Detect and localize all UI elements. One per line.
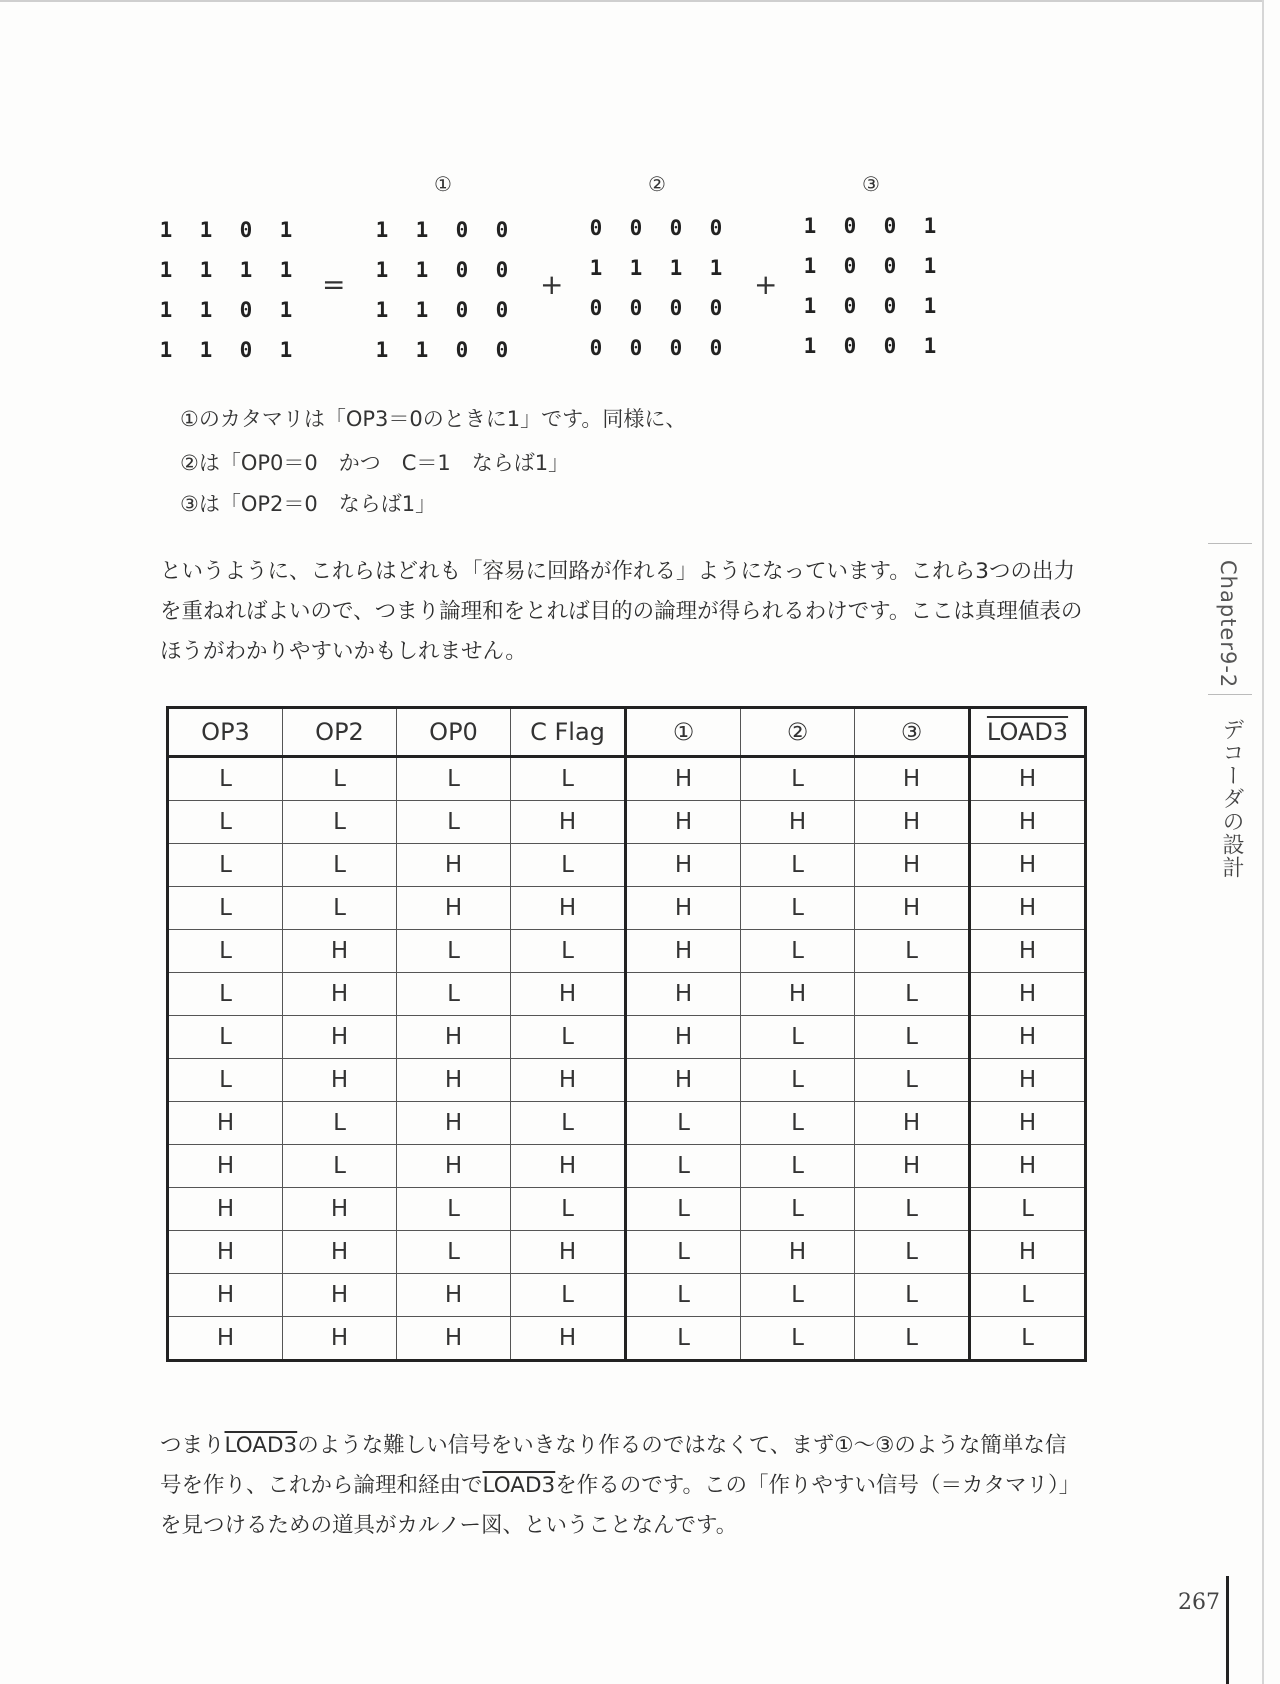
table-cell: H [741, 801, 855, 844]
table-cell: H [397, 887, 511, 930]
table-cell: H [970, 1102, 1086, 1145]
table-cell: L [168, 930, 283, 973]
table-cell: H [283, 1188, 397, 1231]
header-term-1: ① [626, 708, 741, 757]
chapter-label: Chapter9-2 [1216, 560, 1240, 689]
label-2: ② [648, 172, 666, 196]
table-cell: H [970, 844, 1086, 887]
table-cell: L [626, 1274, 741, 1317]
table-cell: H [855, 844, 970, 887]
table-cell: L [970, 1274, 1086, 1317]
table-cell: L [741, 1317, 855, 1361]
table-row [168, 1145, 1086, 1188]
matrix-cell: 1 [923, 254, 937, 278]
paragraph-2 [160, 1426, 1120, 1546]
matrix-cell: 0 [495, 298, 509, 322]
matrix-cell: 1 [589, 256, 603, 280]
table-cell: L [741, 1274, 855, 1317]
table-cell: L [168, 844, 283, 887]
matrix-2 [576, 214, 736, 362]
matrix-cell: 1 [803, 294, 817, 318]
matrix-cell: 0 [843, 254, 857, 278]
plus-sign-1: + [540, 268, 564, 301]
matrix-cell: 1 [669, 256, 683, 280]
matrix-cell: 0 [629, 296, 643, 320]
table-cell: H [511, 1059, 626, 1102]
paragraph-1-line-3: ほうがわかりやすいかもしれません。 [160, 639, 527, 664]
load3-signal: LOAD3 [482, 1473, 556, 1498]
matrix-cell: 1 [279, 218, 293, 242]
table-cell: L [855, 1231, 970, 1274]
section-title: デコーダの設計 [1219, 718, 1244, 879]
matrix-cell: 0 [883, 214, 897, 238]
matrix-cell: 1 [279, 258, 293, 282]
matrix-cell: 1 [279, 338, 293, 362]
table-body [168, 757, 1086, 1361]
header-load3: LOAD3 [970, 708, 1086, 757]
table-cell: H [741, 973, 855, 1016]
table-cell: L [511, 1188, 626, 1231]
matrix-cell: 0 [883, 334, 897, 358]
table-cell: H [397, 1016, 511, 1059]
table-cell: L [511, 1102, 626, 1145]
table-cell: H [970, 1016, 1086, 1059]
table-row [168, 1016, 1086, 1059]
table-cell: H [511, 973, 626, 1016]
matrix-cell: 0 [883, 254, 897, 278]
header-c-flag: C Flag [511, 708, 626, 757]
matrix-cell: 0 [239, 298, 253, 322]
table-cell: H [626, 801, 741, 844]
table-row [168, 1317, 1086, 1361]
table-cell: L [168, 757, 283, 801]
table-cell: L [855, 1188, 970, 1231]
table-cell: L [168, 973, 283, 1016]
paragraph-2-line-3: を見つけるための道具がカルノー図、ということなんです。 [160, 1513, 738, 1538]
table-cell: H [168, 1274, 283, 1317]
matrix-cell: 1 [415, 338, 429, 362]
matrix-cell: 1 [159, 298, 173, 322]
header-op0: OP0 [397, 708, 511, 757]
table-cell: L [168, 1016, 283, 1059]
matrix-cell: 1 [199, 298, 213, 322]
page-edge [1262, 0, 1264, 1684]
table-cell: L [283, 1145, 397, 1188]
matrix-cell: 0 [709, 216, 723, 240]
matrix-cell: 0 [843, 294, 857, 318]
table-cell: L [741, 1016, 855, 1059]
matrix-cell: 0 [629, 336, 643, 360]
table-cell: L [741, 930, 855, 973]
table-cell: L [283, 757, 397, 801]
note-3: ③は「OP2＝0 ならば1」 [180, 492, 437, 516]
table-cell: L [168, 801, 283, 844]
table-cell: L [855, 1059, 970, 1102]
matrix-cell: 0 [709, 336, 723, 360]
table-cell: L [741, 1188, 855, 1231]
table-cell: L [397, 973, 511, 1016]
table-cell: L [397, 801, 511, 844]
table-cell: L [511, 844, 626, 887]
table-cell: L [741, 844, 855, 887]
table-cell: H [283, 1016, 397, 1059]
header-term-2: ② [741, 708, 855, 757]
table-cell: L [855, 1016, 970, 1059]
header-op2: OP2 [283, 708, 397, 757]
table-cell: H [283, 1059, 397, 1102]
table-cell: L [511, 930, 626, 973]
matrix-3 [790, 212, 950, 360]
equals-sign: = [322, 268, 346, 301]
table-cell: L [855, 1317, 970, 1361]
table-cell: H [511, 1317, 626, 1361]
table-cell: L [626, 1145, 741, 1188]
matrix-cell: 0 [669, 216, 683, 240]
table-cell: H [970, 757, 1086, 801]
matrix-cell: 1 [629, 256, 643, 280]
header-term-3: ③ [855, 708, 970, 757]
table-cell: L [855, 973, 970, 1016]
table-row [168, 1059, 1086, 1102]
table-cell: H [283, 1274, 397, 1317]
table-cell: L [626, 1317, 741, 1361]
table-cell: L [397, 1231, 511, 1274]
matrix-lhs [146, 216, 306, 364]
page-number: 267 [1178, 1590, 1220, 1615]
table-cell: H [970, 1231, 1086, 1274]
matrix-1 [362, 216, 522, 364]
text-run: を作るのです。この「作りやすい信号（＝カタマリ）」 [555, 1473, 1081, 1498]
matrix-cell: 1 [239, 258, 253, 282]
matrix-cell: 0 [629, 216, 643, 240]
load3-signal: LOAD3 [224, 1433, 298, 1458]
matrix-cell: 0 [455, 298, 469, 322]
table-row [168, 757, 1086, 801]
table-cell: L [397, 930, 511, 973]
matrix-cell: 1 [279, 298, 293, 322]
note-1: ①のカタマリは「OP3＝0のときに1」です。同様に、 [180, 407, 687, 431]
matrix-cell: 1 [375, 258, 389, 282]
paragraph-2-line-2 [160, 1466, 1120, 1506]
table-cell: H [283, 930, 397, 973]
text-run: のような難しい信号をいきなり作るのではなくて、まず①〜③のような簡単な信 [297, 1433, 1067, 1458]
table-cell: L [855, 930, 970, 973]
matrix-cell: 0 [589, 216, 603, 240]
table-cell: L [283, 801, 397, 844]
table-cell: H [168, 1145, 283, 1188]
table-cell: H [168, 1317, 283, 1361]
matrix-cell: 1 [199, 218, 213, 242]
matrix-cell: 0 [455, 338, 469, 362]
table-cell: H [511, 1145, 626, 1188]
text-run: 号を作り、これから論理和経由で [160, 1473, 483, 1498]
table-cell: L [626, 1188, 741, 1231]
matrix-cell: 0 [669, 296, 683, 320]
table-cell: H [626, 930, 741, 973]
matrix-cell: 1 [159, 338, 173, 362]
matrix-cell: 0 [495, 218, 509, 242]
table-cell: H [397, 844, 511, 887]
table-cell: H [970, 973, 1086, 1016]
table-row [168, 1188, 1086, 1231]
table-cell: H [970, 1145, 1086, 1188]
table-cell: L [970, 1188, 1086, 1231]
table-cell: L [741, 887, 855, 930]
matrix-cell: 0 [589, 296, 603, 320]
table-cell: H [855, 757, 970, 801]
table-cell: H [855, 1145, 970, 1188]
table-cell: L [511, 1016, 626, 1059]
paragraph-2-line-1 [160, 1426, 1120, 1466]
matrix-cell: 0 [669, 336, 683, 360]
matrix-cell: 1 [923, 334, 937, 358]
table-cell: H [970, 1059, 1086, 1102]
table-cell: H [626, 757, 741, 801]
header-op3: OP3 [168, 708, 283, 757]
table-cell: H [283, 1317, 397, 1361]
table-cell: H [397, 1145, 511, 1188]
table-cell: L [397, 1188, 511, 1231]
matrix-cell: 1 [803, 334, 817, 358]
table-row [168, 973, 1086, 1016]
table-cell: H [168, 1188, 283, 1231]
table-cell: H [511, 1231, 626, 1274]
table-cell: H [626, 887, 741, 930]
matrix-cell: 1 [923, 214, 937, 238]
matrix-cell: 0 [495, 338, 509, 362]
table-cell: H [511, 887, 626, 930]
table-cell: L [626, 1102, 741, 1145]
truth-table [166, 706, 1087, 1362]
matrix-cell: 0 [455, 218, 469, 242]
plus-sign-2: + [754, 268, 778, 301]
table-cell: H [168, 1102, 283, 1145]
table-cell: H [626, 1059, 741, 1102]
table-cell: L [741, 1059, 855, 1102]
table-row [168, 1102, 1086, 1145]
matrix-cell: 1 [803, 254, 817, 278]
matrix-cell: 0 [843, 214, 857, 238]
table-cell: H [511, 801, 626, 844]
matrix-cell: 0 [589, 336, 603, 360]
table-cell: H [970, 801, 1086, 844]
paragraph-1 [160, 552, 1120, 672]
matrix-cell: 0 [883, 294, 897, 318]
matrix-cell: 1 [415, 218, 429, 242]
table-cell: H [626, 973, 741, 1016]
table-header-row [168, 708, 1086, 757]
table-cell: L [626, 1231, 741, 1274]
matrix-cell: 1 [375, 218, 389, 242]
matrix-cell: 0 [709, 296, 723, 320]
table-cell: H [855, 887, 970, 930]
matrix-cell: 1 [415, 298, 429, 322]
top-border [0, 0, 1264, 2]
table-cell: L [168, 887, 283, 930]
paragraph-1-line-2: を重ねればよいので、つまり論理和をとれば目的の論理が得られるわけです。ここは真理値表の [160, 599, 1083, 624]
table-cell: H [970, 930, 1086, 973]
table-cell: L [283, 1102, 397, 1145]
table-row [168, 801, 1086, 844]
table-cell: L [741, 1102, 855, 1145]
table-cell: L [283, 887, 397, 930]
note-2: ②は「OP0＝0 かつ C＝1 ならば1」 [180, 451, 570, 475]
table-row [168, 844, 1086, 887]
table-cell: H [855, 1102, 970, 1145]
table-row [168, 887, 1086, 930]
table-cell: H [626, 844, 741, 887]
matrix-cell: 1 [923, 294, 937, 318]
table-row [168, 1274, 1086, 1317]
table-cell: L [741, 1145, 855, 1188]
page-number-rule [1226, 1576, 1229, 1684]
matrix-cell: 1 [199, 338, 213, 362]
table-cell: L [741, 757, 855, 801]
matrix-cell: 0 [495, 258, 509, 282]
table-cell: L [283, 844, 397, 887]
paragraph-1-line-1: というように、これらはどれも「容易に回路が作れる」ようになっています。これら3つの出力 [160, 559, 1075, 584]
matrix-cell: 1 [159, 218, 173, 242]
matrix-cell: 1 [159, 258, 173, 282]
table-cell: H [397, 1059, 511, 1102]
matrix-cell: 1 [803, 214, 817, 238]
table-row [168, 1231, 1086, 1274]
table-cell: H [397, 1274, 511, 1317]
matrix-cell: 0 [239, 338, 253, 362]
table-cell: H [397, 1317, 511, 1361]
text-run: つまり [160, 1433, 225, 1458]
table-cell: L [511, 1274, 626, 1317]
table-cell: H [168, 1231, 283, 1274]
table-cell: H [397, 1102, 511, 1145]
table-cell: H [970, 887, 1086, 930]
table-cell: H [283, 973, 397, 1016]
matrix-cell: 1 [415, 258, 429, 282]
matrix-cell: 0 [239, 218, 253, 242]
matrix-cell: 0 [843, 334, 857, 358]
table-cell: L [168, 1059, 283, 1102]
table-cell: L [397, 757, 511, 801]
matrix-cell: 0 [455, 258, 469, 282]
matrix-cell: 1 [709, 256, 723, 280]
matrix-cell: 1 [375, 298, 389, 322]
matrix-cell: 1 [199, 258, 213, 282]
table-cell: L [970, 1317, 1086, 1361]
table-cell: H [626, 1016, 741, 1059]
table-cell: L [511, 757, 626, 801]
label-3: ③ [862, 172, 880, 196]
matrix-cell: 1 [375, 338, 389, 362]
table-cell: L [855, 1274, 970, 1317]
label-1: ① [434, 172, 452, 196]
table-cell: H [855, 801, 970, 844]
table-cell: H [741, 1231, 855, 1274]
table-row [168, 930, 1086, 973]
table-cell: H [283, 1231, 397, 1274]
